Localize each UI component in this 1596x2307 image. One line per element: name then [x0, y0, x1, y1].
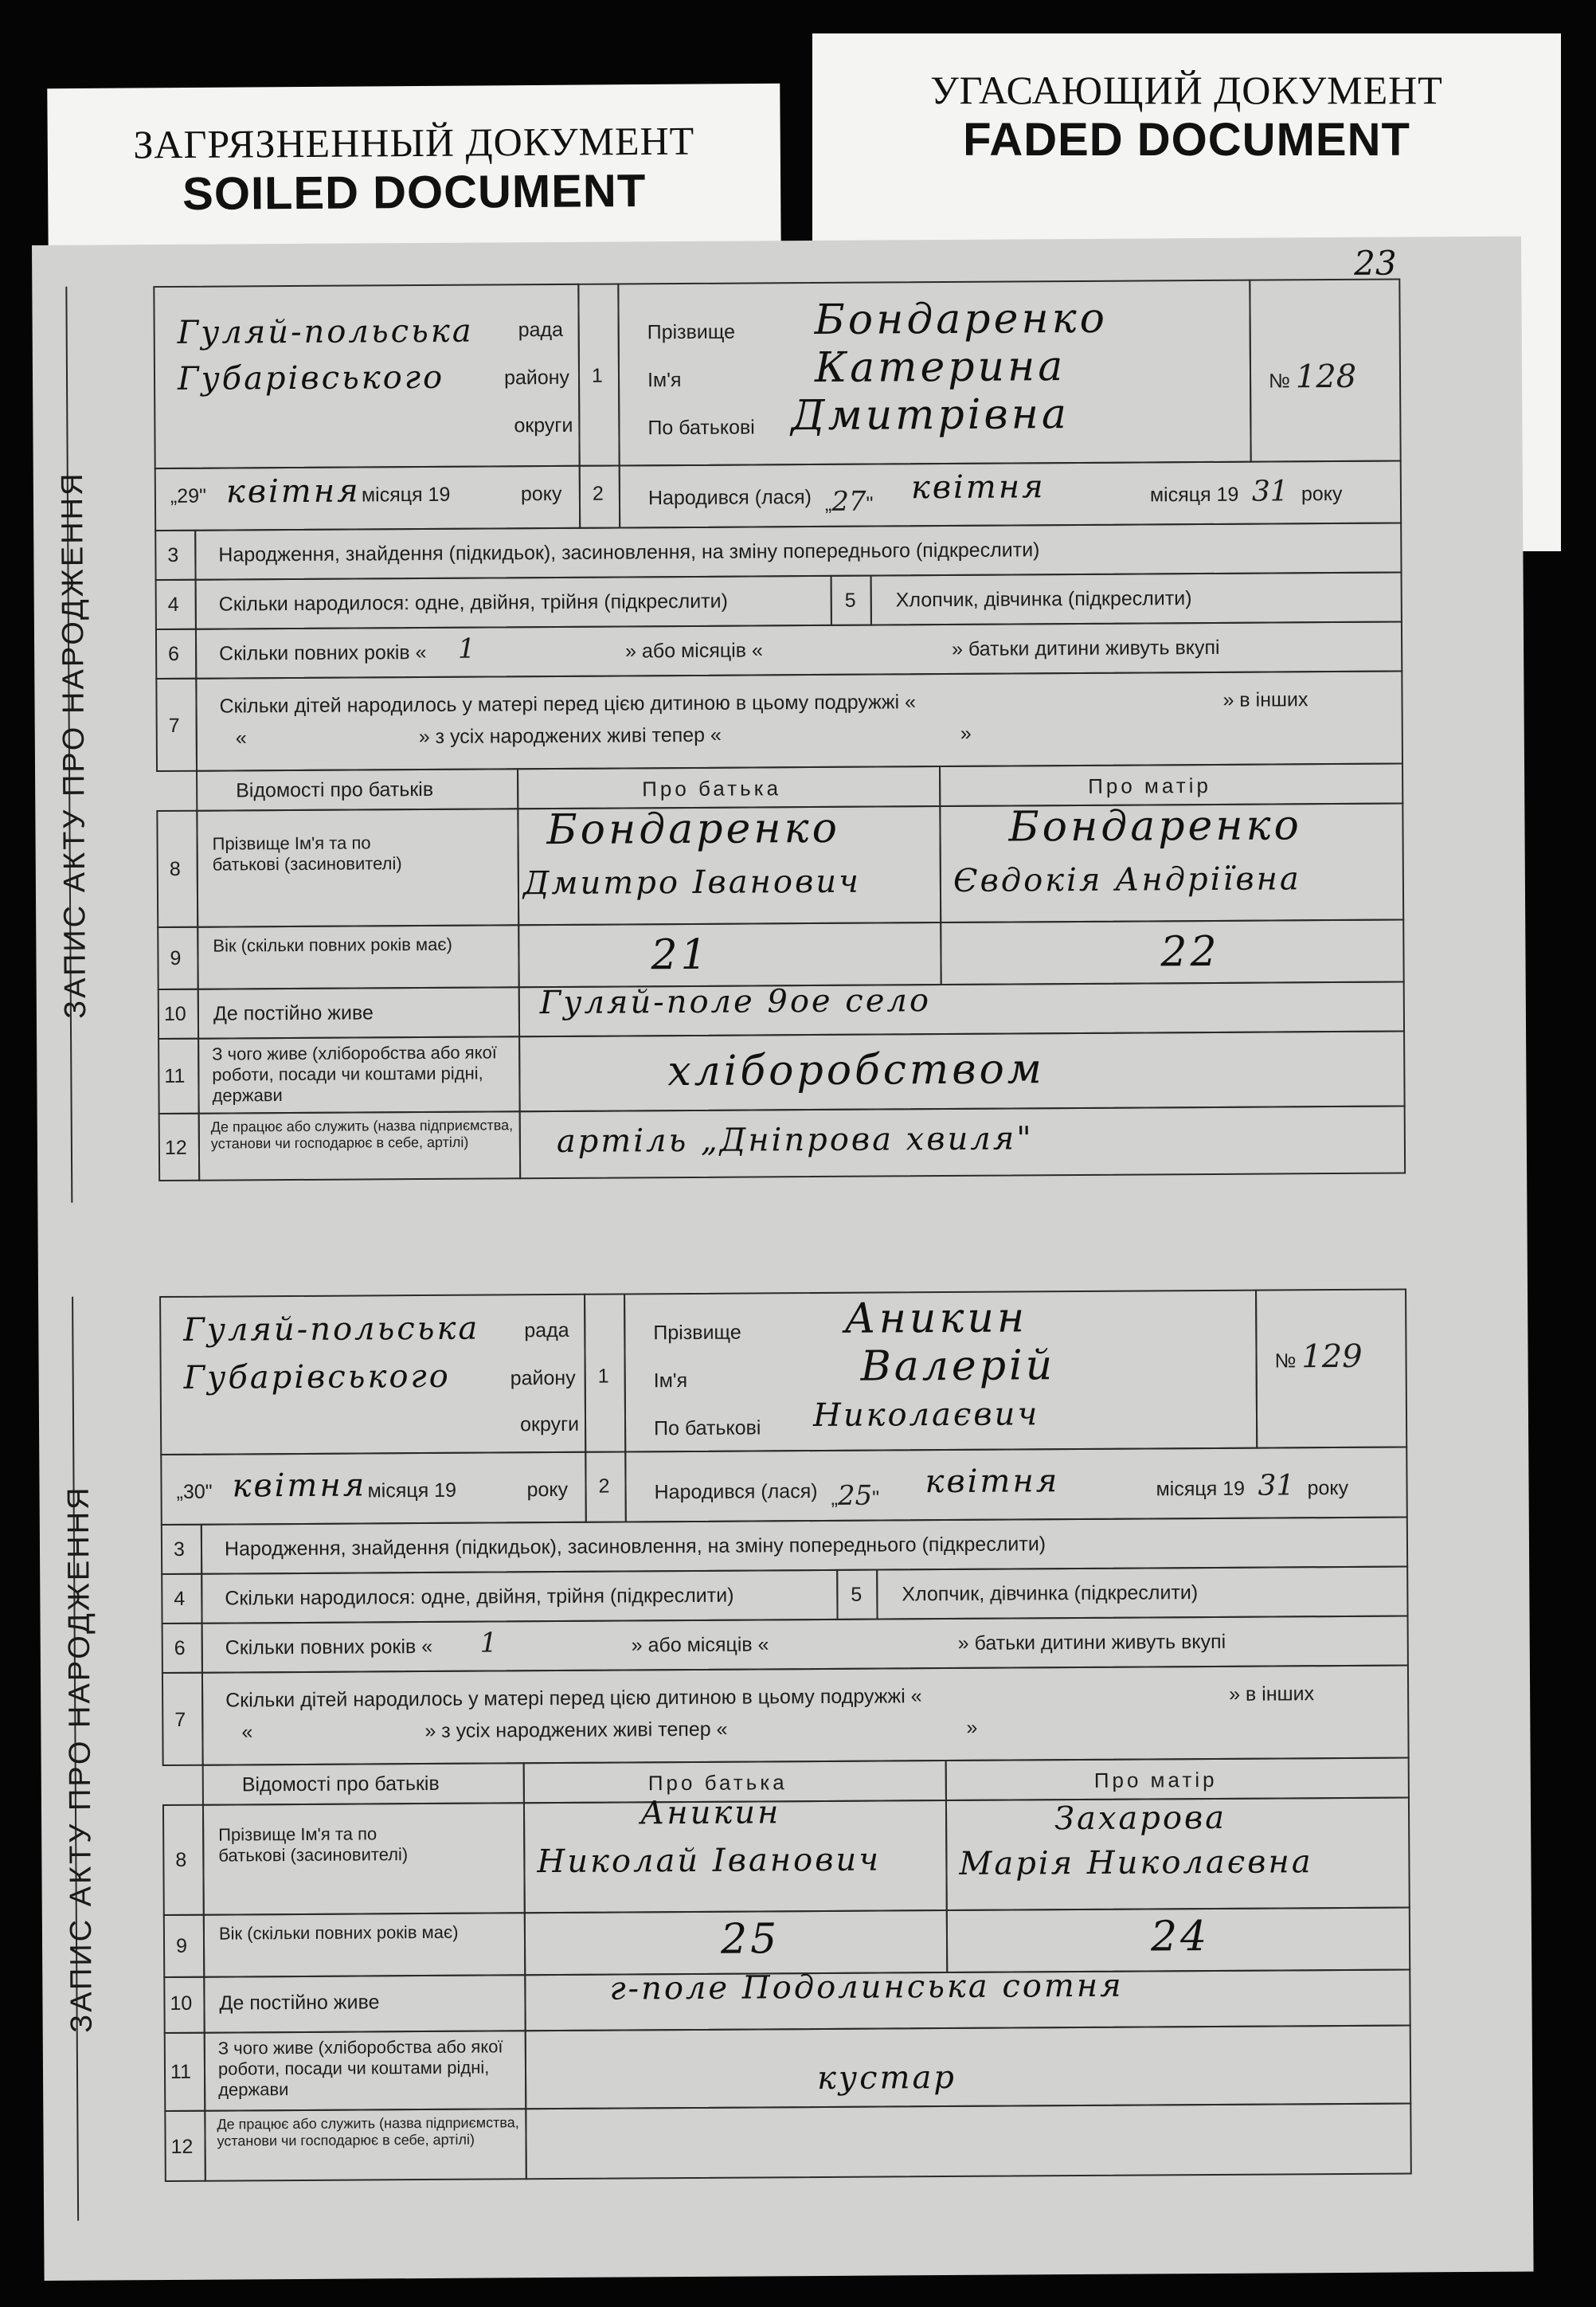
row7-text-e: »	[966, 1716, 978, 1739]
birth-record-2	[62, 1288, 1524, 2220]
r12-label: Де працює або служить (назва підприємства, установи чи господарює в себе, артілі)	[217, 2114, 519, 2149]
reg-day-value: „30"	[176, 1480, 213, 1503]
mother-age-value: 24	[1150, 1913, 1211, 1961]
mother-surname-value: Бондаренко	[1008, 801, 1303, 852]
row7-text-a: Скільки дітей народилось у матері перед цією дитиною в цьому подружжі «	[225, 1685, 922, 1712]
years-together-value: 1	[479, 1627, 498, 1659]
field-number: 8	[169, 857, 181, 880]
workplace-value: артіль „Дніпрова хвиля"	[556, 1120, 1034, 1160]
field-number: 4	[174, 1587, 186, 1610]
field-number: 10	[163, 1002, 186, 1026]
field-number: 5	[844, 589, 856, 612]
faded-label-en: FADED DOCUMENT	[963, 114, 1410, 166]
mother-name-value: Євдокія Андріївна	[953, 860, 1301, 899]
row7-text-b: » в інших	[1222, 688, 1308, 711]
surname-value: Аникин	[844, 1294, 1028, 1343]
row5-text: Хлопчик, дівчинка (підкреслити)	[902, 1581, 1199, 1606]
birth-year-value: 31	[1251, 475, 1289, 508]
father-age-value: 25	[720, 1915, 780, 1964]
r8-label: Прізвище Ім'я та по батькові (засиновителі)	[218, 1823, 409, 1866]
field-number: 1	[597, 1365, 609, 1388]
birth-day-value: „25"	[831, 1479, 880, 1512]
field-number: 2	[598, 1475, 610, 1498]
r9-label: Вік (скільки повних років має)	[218, 1921, 459, 1944]
residence-value: Гуляй-поле 9ое село	[539, 982, 932, 1022]
mother-surname-value: Захарова	[1054, 1799, 1227, 1838]
reg-month-value: квітня	[225, 472, 361, 511]
okrug-label: округи	[519, 1412, 580, 1436]
surname-value: Бондаренко	[814, 294, 1109, 344]
name-label: Ім'я	[647, 369, 682, 392]
father-surname-value: Аникин	[640, 1794, 781, 1832]
row7-cell	[195, 670, 1403, 771]
row4-text: Скільки народилося: одне, двійня, трійня (підкреслити)	[218, 589, 728, 616]
name-value: Катерина	[814, 343, 1066, 392]
field-number: 1	[591, 364, 604, 387]
field-number: 9	[170, 946, 182, 969]
father-surname-value: Бондаренко	[546, 804, 841, 855]
field-number: 8	[175, 1848, 187, 1871]
record-number: № 128	[1268, 358, 1357, 396]
row5-text: Хлопчик, дівчинка (підкреслити)	[895, 587, 1192, 612]
field-number: 7	[168, 714, 180, 737]
residence-value: г-поле Подолинська сотня	[609, 1967, 1124, 2007]
row7-text-d: » з усіх народжених живі тепер «	[424, 1718, 728, 1743]
patronymic-label: По батькові	[647, 416, 755, 440]
row6-together-label: » батьки дитини живуть вкупі	[957, 1630, 1226, 1655]
rayon-value: Губарівського	[177, 358, 445, 398]
field-number: 11	[170, 2060, 192, 2083]
reg-month-value: квітня	[232, 1467, 367, 1505]
field-number: 7	[174, 1708, 186, 1731]
r11-label: З чого живе (хліборобства або якої роботи, посади чи коштами рідні, держави	[212, 1042, 497, 1106]
rada-label: рада	[518, 318, 564, 342]
name-value: Валерій	[860, 1342, 1056, 1391]
mother-header: Про матір	[1088, 773, 1212, 798]
r9-label: Вік (скільки повних років має)	[213, 934, 452, 956]
parents-header: Відомості про батьків	[241, 1772, 440, 1796]
birth-roku-label: року	[1301, 482, 1343, 506]
field-number: 3	[167, 543, 179, 566]
name-label: Ім'я	[653, 1369, 688, 1392]
reg-misyatsia-label: місяця 19	[367, 1479, 457, 1502]
row3-text: Народження, знайдення (підкидьок), засиновлення, на зміну попереднього (підкреслити)	[224, 1533, 1046, 1561]
field-number: 6	[174, 1636, 186, 1659]
parents-header: Відомості про батьків	[236, 777, 434, 802]
faded-label-ru: УГАСАЮЩИЙ ДОКУМЕНТ	[930, 68, 1443, 112]
row7-text-c: «	[235, 727, 247, 750]
father-header: Про батька	[647, 1770, 788, 1796]
soiled-label-ru: ЗАГРЯЗНЕННЫЙ ДОКУМЕНТ	[133, 118, 695, 167]
mother-name-value: Марія Николаєвна	[959, 1843, 1313, 1882]
field-number: 5	[851, 1583, 863, 1606]
field-number: 6	[168, 642, 180, 665]
reg-roku-label: року	[526, 1478, 569, 1502]
reg-day-value: „29"	[170, 484, 207, 507]
document-page	[32, 237, 1534, 2281]
row6-months-label: » або місяців «	[631, 1633, 769, 1657]
reg-roku-label: року	[520, 482, 562, 506]
field-number: 10	[170, 1992, 193, 2015]
years-together-value: 1	[457, 633, 475, 665]
row6-months-label: » або місяців «	[625, 639, 763, 663]
rada-label: рада	[524, 1318, 569, 1342]
row7-cell	[201, 1664, 1410, 1765]
r10-label: Де постійно живе	[213, 1001, 374, 1025]
rada-value: Гуляй-польська	[177, 312, 474, 351]
record-number: № 129	[1274, 1338, 1363, 1376]
field-number: 9	[175, 1934, 188, 1957]
row7-text-e: »	[960, 722, 972, 745]
row7-text-a: Скільки дітей народилось у матері перед цією дитиною в цьому подружжі «	[219, 691, 917, 718]
patronymic-label: По батькові	[654, 1416, 761, 1440]
row4-text: Скільки народилося: одне, двійня, трійня (підкреслити)	[225, 1584, 734, 1610]
birth-roku-label: року	[1307, 1476, 1349, 1500]
soiled-label-en: SOILED DOCUMENT	[182, 164, 647, 221]
mother-age-value: 22	[1160, 927, 1220, 977]
surname-label: Прізвище	[653, 1321, 741, 1345]
row6-years-label: Скільки повних років «	[225, 1635, 433, 1659]
record-side-title: ЗАПИС АКТУ ПРО НАРОДЖЕННЯ	[62, 1484, 100, 2033]
field-number: 3	[173, 1537, 185, 1561]
soiled-document-label	[47, 84, 780, 257]
birth-month-value: квітня	[910, 468, 1046, 507]
field-number: 11	[164, 1064, 186, 1088]
birth-misyatsia-label: місяця 19	[1156, 1477, 1246, 1501]
rayon-label: району	[503, 366, 570, 390]
row7-text-d: » з усіх народжених живі тепер «	[418, 723, 722, 749]
birth-misyatsia-label: місяця 19	[1149, 483, 1239, 507]
birth-record-1	[56, 278, 1517, 1202]
record-side-title: ЗАПИС АКТУ ПРО НАРОДЖЕННЯ	[56, 470, 93, 1019]
okrug-label: округи	[514, 413, 573, 437]
r11-value-cell	[525, 2024, 1412, 2109]
field-number: 12	[164, 1136, 187, 1160]
r12-label: Де працює або служить (назва підприємства, установи чи господарює в себе, артілі)	[210, 1117, 514, 1152]
surname-label: Прізвище	[647, 320, 736, 344]
field-number: 4	[167, 593, 179, 616]
r10-label: Де постійно живе	[219, 1991, 380, 2015]
r12-value-cell	[525, 2102, 1412, 2180]
born-label: Народився (лася)	[647, 486, 812, 510]
row6-together-label: » батьки дитини живуть вкупі	[952, 636, 1220, 660]
r11-label: З чого живе (хліборобства або якої роботи, посади чи коштами рідні, держави	[217, 2036, 503, 2100]
field-number: 2	[592, 482, 604, 505]
row7-text-c: «	[241, 1721, 253, 1744]
father-age-value: 21	[651, 930, 710, 980]
patronymic-value: Дмитрівна	[791, 390, 1070, 441]
father-header: Про батька	[642, 776, 782, 801]
birth-day-value: „27"	[824, 485, 874, 518]
row7-text-b: » в інших	[1229, 1682, 1315, 1706]
row3-text: Народження, знайдення (підкидьок), засиновлення, на зміну попереднього (підкреслити)	[218, 539, 1040, 566]
rayon-label: району	[510, 1366, 576, 1390]
r8-label: Прізвище Ім'я та по батькові (засиновителі)	[212, 832, 402, 875]
father-name-value: Николай Іванович	[537, 1841, 882, 1881]
mother-header: Про матір	[1093, 1767, 1218, 1792]
occupation-value: хліборобством	[667, 1045, 1046, 1096]
birth-year-value: 31	[1258, 1469, 1295, 1502]
row6-years-label: Скільки повних років «	[219, 640, 427, 665]
reg-misyatsia-label: місяця 19	[361, 483, 451, 507]
page-number: 23	[1354, 243, 1397, 283]
r9-father-cell	[518, 922, 941, 988]
occupation-value: кустар	[816, 2058, 957, 2097]
father-name-value: Дмитро Іванович	[522, 863, 862, 903]
field-number: 12	[170, 2135, 194, 2158]
rada-value: Гуляй-польська	[183, 1310, 480, 1349]
rayon-value: Губарівського	[183, 1357, 451, 1396]
patronymic-value: Николаєвич	[812, 1396, 1040, 1435]
birth-month-value: квітня	[925, 1463, 1060, 1501]
born-label: Народився (лася)	[654, 1480, 818, 1504]
